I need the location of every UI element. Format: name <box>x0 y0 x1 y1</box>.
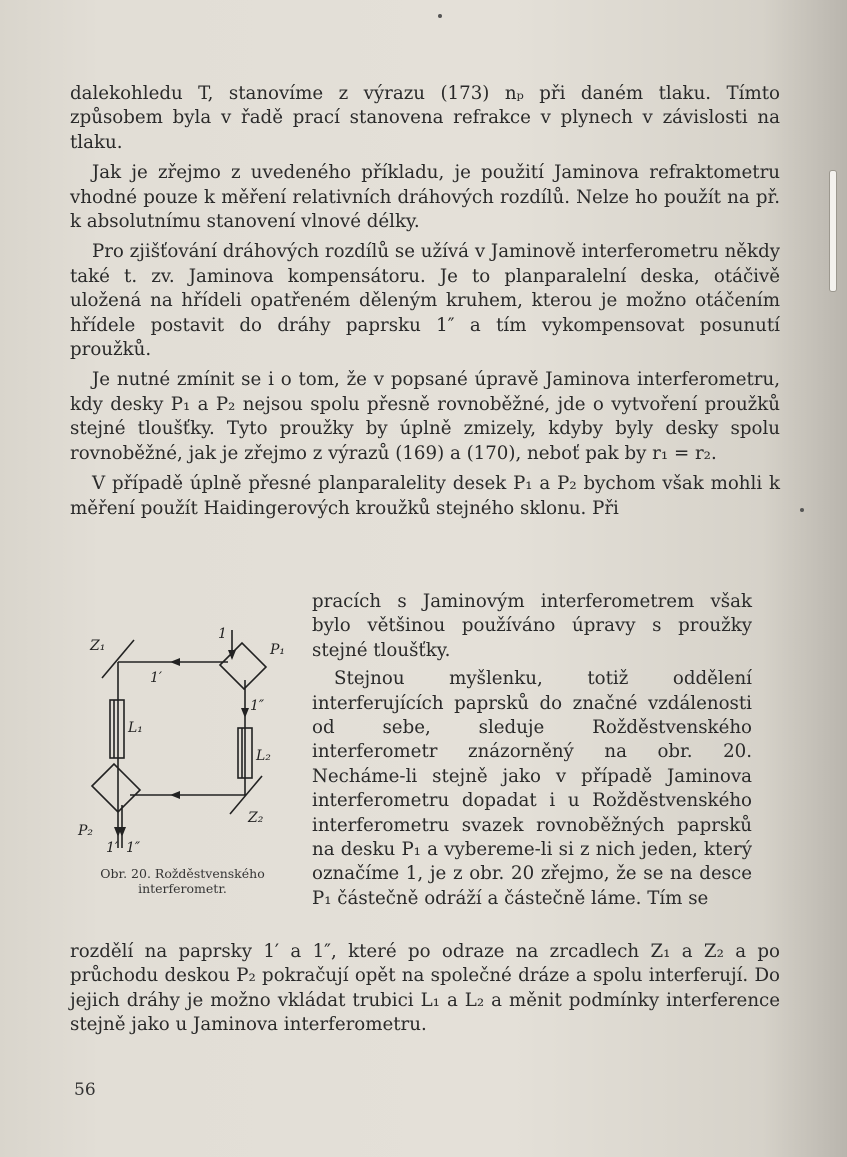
paragraph-6: Stejnou myšlenku, totiž oddělení interferujících paprsků do značné vzdálenosti od sebe, sleduje Rožděstvenského interferometr znázorněný na obr. 20. Necháme-li stejně jako v případě Jaminova interferometru dopadat i u Rožděstvenského interferometru svazek rovnoběžných paprsků na desku P₁ a vybereme-li si z nich jeden, který označíme 1, je z obr. 20 zřejmo, že se na desce P₁ částečně odráží a částečně láme. Tím se <box>312 668 752 909</box>
tube-l1 <box>110 700 124 758</box>
speck <box>438 14 442 18</box>
rozdestvensky-diagram <box>70 620 295 865</box>
paragraph-4: Je nutné zmínit se i o tom, že v popsané úpravě Jaminova interferometru, kdy desky P₁ a P₂ nejsou spolu přesně rovnoběžné, jde o vytvoření proužků stejné tloušťky. Tyto proužky by úplně zmizely, kdyby byly desky spolu rovnoběžné, jak je zřejmo z výrazů (169) a (170), neboť pak by r₁ = r₂. <box>70 369 780 464</box>
page-number: 56 <box>74 1080 96 1100</box>
text-beside-figure <box>312 590 752 911</box>
label-l1: L₁ <box>128 720 143 736</box>
label-p1: P₁ <box>270 642 286 658</box>
paragraph-5: V případě úplně přesné planparalelity desek P₁ a P₂ bychom však mohli k měření použít Haidingerových kroužků stejného sklonu. Při <box>70 473 780 519</box>
page-edge-tab <box>829 170 837 292</box>
main-text-top <box>70 82 780 521</box>
label-ray-1: 1 <box>218 626 227 642</box>
label-z2: Z₂ <box>248 810 264 826</box>
label-z1: Z₁ <box>90 638 106 654</box>
plate-p2 <box>92 764 140 812</box>
label-p2: P₂ <box>78 823 94 839</box>
paragraph-5-cont: pracích s Jaminovým interferometrem však bylo většinou používáno úpravy s proužky stejné tloušťky. <box>312 591 752 661</box>
paragraph-1: dalekohledu T, stanovíme z výrazu (173) nₚ při daném tlaku. Tímto způsobem byla v řadě prací stanovena refrakce v plynech v závislosti na tlaku. <box>70 83 780 153</box>
speck <box>800 508 804 512</box>
arrow-bottom <box>170 791 180 799</box>
paragraph-3: Pro zjišťování dráhových rozdílů se užívá v Jaminově interferometru někdy také t. zv. Jaminova kompensátoru. Je to planparalelní deska, otáčivě uložená na hřídeli opatřeném děleným kruhem, kterou je možno otáčením hřídele postavit do dráhy paprsku 1″ a tím vykompensovat posunutí proužků. <box>70 241 780 361</box>
label-l2: L₂ <box>256 748 271 764</box>
arrow-top <box>170 658 180 666</box>
label-1-prime: 1′ <box>150 670 163 686</box>
arrow-right <box>241 708 249 718</box>
paragraph-2: Jak je zřejmo z uvedeného příkladu, je použití Jaminova refraktometru vhodné pouze k měření relativních dráhových rozdílů. Nelze ho použít na př. k absolutnímu stanovení vlnové délky. <box>70 162 780 233</box>
label-out-1-prime: 1′ <box>106 840 119 856</box>
interferometer-figure <box>70 620 295 870</box>
paragraph-6-cont: rozdělí na paprsky 1′ a 1″, které po odraze na zrcadlech Z₁ a Z₂ a po průchodu deskou P₂ pokračují opět na společné dráze a spolu interferují. Do jejich dráhy je možno vkládat trubici L₁ a L₂ a měnit podmínky interference stejně jako u Jaminova interferometru. <box>70 941 780 1036</box>
figure-caption: Obr. 20. Rožděstvenského interferometr. <box>100 866 265 896</box>
label-1-double-prime: 1″ <box>250 698 265 714</box>
plate-p1 <box>220 643 266 689</box>
main-text-bottom <box>70 940 780 1038</box>
label-out-1-double-prime: 1″ <box>126 840 141 856</box>
